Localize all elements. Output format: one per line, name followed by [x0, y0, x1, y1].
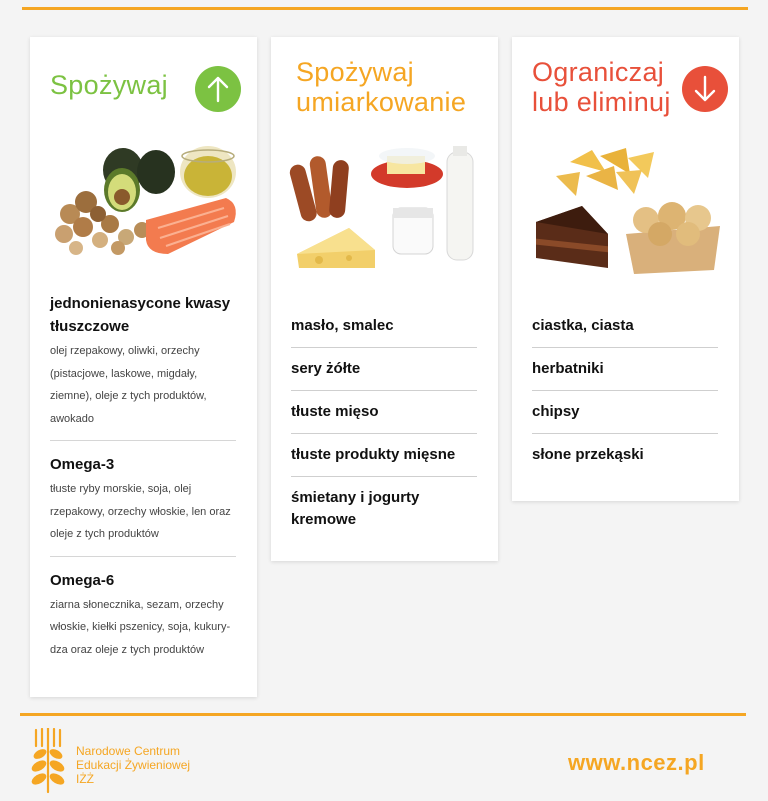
organization-name [76, 744, 190, 786]
card-title-line: lub eliminuj [532, 87, 671, 117]
organization-name-line: Edukacji Żywieniowej [76, 758, 191, 772]
list-item [50, 569, 236, 672]
list-item [50, 453, 236, 557]
organization-name-line: Narodowe Centrum [76, 744, 181, 758]
item-title: Omega-3 [50, 456, 115, 473]
card-title: Spożywaj [50, 70, 168, 100]
healthy-fats-image [48, 142, 243, 262]
item-description: olej rzepakowy, oliwki, orzechy (pistacjowe, laskowe, migdały, ziemne), oleje z tych produktów, awokado [50, 345, 207, 425]
item-title: jednonienasycone kwasy tłuszczowe [50, 295, 231, 335]
list-item: herbatniki [532, 348, 718, 391]
snacks-image [530, 142, 725, 277]
item-title: Omega-6 [50, 571, 115, 589]
list-item: tłuste produkty mięsne [291, 434, 477, 477]
dairy-meat-image [289, 142, 484, 272]
card-limit [512, 37, 739, 501]
website-link[interactable]: www.ncez.pl [568, 750, 705, 775]
card-title [296, 57, 466, 117]
list-item: tłuste mięso [291, 391, 477, 434]
arrow-down-icon [682, 66, 728, 112]
card-eat [30, 37, 257, 697]
wheat-logo-icon [28, 728, 68, 794]
list-item: chipsy [532, 391, 718, 434]
list-item: masło, smalec [291, 305, 477, 348]
card-moderate [271, 37, 498, 561]
card-title-line: Spożywaj [296, 57, 414, 87]
card-title-line: umiarkowanie [296, 87, 467, 117]
card-title [532, 57, 671, 117]
list-item: ciastka, ciasta [532, 305, 718, 348]
list-item [50, 292, 236, 441]
top-divider [22, 7, 748, 10]
item-description: ziarna słonecznika, sezam, orzechy włoskie, kiełki pszenicy, soja, kukury-dza oraz oleje z tych produktów [50, 598, 231, 656]
list-item: słone przekąski [532, 446, 644, 463]
arrow-up-icon [195, 66, 241, 112]
item-description: tłuste ryby morskie, soja, olej rzepakowy, orzechy włoskie, len oraz oleje z tych produktów [50, 483, 231, 540]
list-item: sery żółte [291, 348, 477, 391]
list-item: śmietany i jogurty kremowe [291, 489, 420, 528]
organization-name-line: IŻŻ [76, 772, 94, 786]
card-title-line: Ograniczaj [532, 57, 665, 87]
bottom-divider [20, 713, 746, 716]
